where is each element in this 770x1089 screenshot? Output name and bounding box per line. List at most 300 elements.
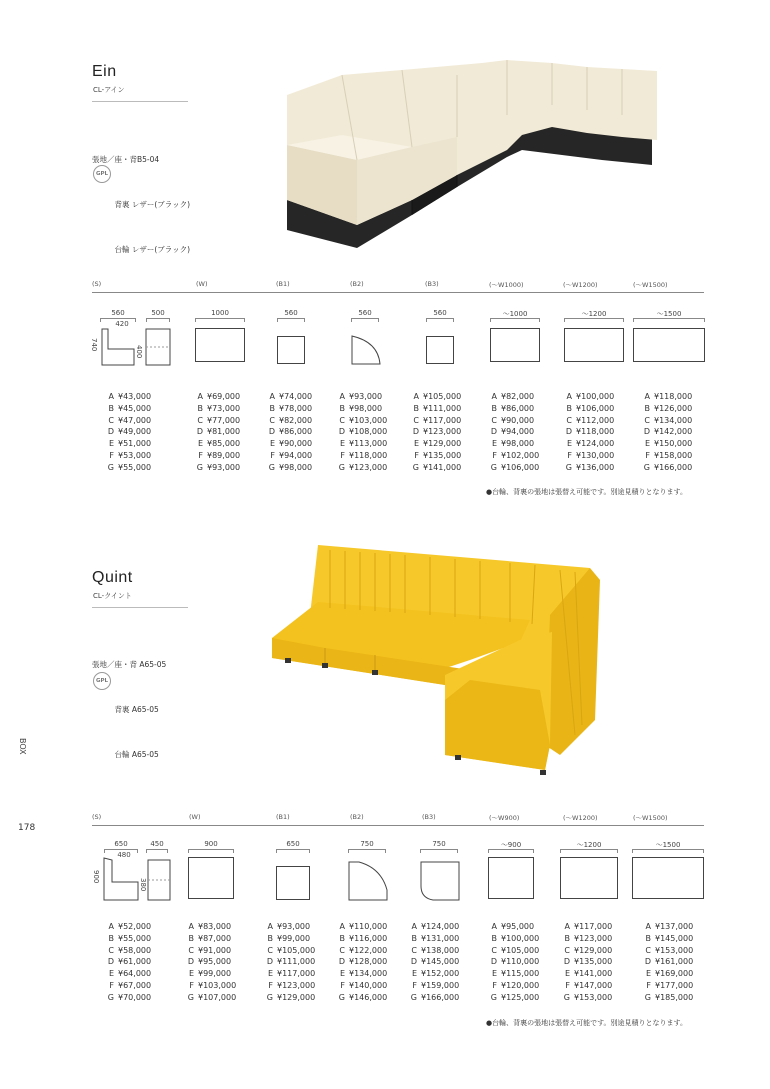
price-row xyxy=(406,956,459,968)
price-value: ¥161,000 xyxy=(655,957,694,967)
grade-label: E xyxy=(411,969,417,979)
price-list xyxy=(183,921,236,1004)
grade-label: E xyxy=(491,969,497,979)
grade-label: A xyxy=(411,922,417,931)
grade-label: F xyxy=(646,980,651,990)
grade-label: B xyxy=(564,933,570,943)
price-value: ¥86,000 xyxy=(279,427,313,437)
price-value: ¥55,000 xyxy=(118,462,152,472)
price-value: ¥107,000 xyxy=(198,992,237,1002)
price-row xyxy=(264,438,312,450)
grade-label: F xyxy=(492,450,497,460)
price-value: ¥166,000 xyxy=(654,462,693,472)
price-row xyxy=(408,391,461,403)
price-value: ¥146,000 xyxy=(349,992,388,1002)
price-row xyxy=(559,956,612,968)
price-row xyxy=(486,415,539,427)
column-header: (～W1500) xyxy=(633,814,668,822)
price-row xyxy=(183,980,236,992)
price-row xyxy=(334,415,387,427)
grade-label: F xyxy=(109,980,114,990)
dim-line xyxy=(488,849,534,853)
price-value: ¥111,000 xyxy=(423,403,462,413)
dim-line xyxy=(564,318,624,322)
price-row xyxy=(262,945,315,957)
b1-module-diagram xyxy=(276,866,310,900)
price-value: ¥103,000 xyxy=(198,980,237,990)
grade-label: D xyxy=(565,427,572,437)
price-value: ¥118,000 xyxy=(349,450,388,460)
price-list xyxy=(486,391,539,474)
price-row xyxy=(640,921,693,933)
table-rule xyxy=(92,825,704,826)
price-row xyxy=(103,980,151,992)
b1-module-diagram xyxy=(277,336,305,364)
dim-label: 750 xyxy=(432,840,446,848)
price-value: ¥99,000 xyxy=(198,969,232,979)
grade-label: G xyxy=(266,992,273,1002)
price-row xyxy=(486,403,539,415)
price-value: ¥110,000 xyxy=(501,957,540,967)
price-row xyxy=(192,426,240,438)
column-header: (W) xyxy=(196,280,208,288)
price-value: ¥112,000 xyxy=(576,415,615,425)
grade-label: A xyxy=(491,392,497,401)
dim-label: 450 xyxy=(150,840,164,848)
price-row xyxy=(264,450,312,462)
s-module-diagram xyxy=(100,327,172,367)
price-row xyxy=(103,450,151,462)
column-header: (B3) xyxy=(425,280,439,288)
price-row xyxy=(192,415,240,427)
price-value: ¥185,000 xyxy=(655,992,694,1002)
grade-label: A xyxy=(491,922,497,931)
price-row xyxy=(559,933,612,945)
price-value: ¥116,000 xyxy=(349,933,388,943)
price-value: ¥118,000 xyxy=(654,392,693,401)
price-row xyxy=(264,415,312,427)
price-row xyxy=(408,426,461,438)
price-value: ¥67,000 xyxy=(118,980,152,990)
grade-label: A xyxy=(564,922,570,931)
grade-label: B xyxy=(197,403,203,413)
grade-label: C xyxy=(108,415,114,425)
price-value: ¥58,000 xyxy=(118,945,152,955)
price-value: ¥126,000 xyxy=(654,403,693,413)
dim-line xyxy=(277,318,305,322)
price-row xyxy=(486,921,539,933)
price-row xyxy=(183,992,236,1004)
grade-label: F xyxy=(412,980,417,990)
price-value: ¥118,000 xyxy=(576,427,615,437)
grade-label: A xyxy=(108,392,114,401)
grade-label: E xyxy=(269,439,275,449)
grade-label: A xyxy=(644,392,650,401)
dim-label: ～1200 xyxy=(581,310,607,318)
grade-label: E xyxy=(267,969,273,979)
grade-label: A xyxy=(188,922,194,931)
price-row xyxy=(486,956,539,968)
price-row xyxy=(334,391,387,403)
price-row xyxy=(640,992,693,1004)
price-value: ¥77,000 xyxy=(207,415,241,425)
price-row xyxy=(103,426,151,438)
price-value: ¥70,000 xyxy=(118,992,152,1002)
grade-label: A xyxy=(269,392,275,401)
price-value: ¥86,000 xyxy=(501,403,535,413)
price-value: ¥74,000 xyxy=(279,392,313,401)
grade-label: A xyxy=(339,922,345,931)
grade-label: D xyxy=(644,957,651,967)
grade-label: G xyxy=(196,462,203,472)
price-value: ¥123,000 xyxy=(423,427,462,437)
side-label: BOX xyxy=(18,738,27,755)
w1200-module-diagram xyxy=(560,857,618,899)
s-module-diagram xyxy=(102,856,174,902)
price-list xyxy=(559,921,612,1004)
price-value: ¥134,000 xyxy=(654,415,693,425)
spec-line: 台輪 A65-05 xyxy=(92,750,159,759)
dim-line xyxy=(276,849,310,853)
price-value: ¥130,000 xyxy=(576,450,615,460)
price-row xyxy=(486,391,539,403)
grade-label: G xyxy=(490,992,497,1002)
price-value: ¥85,000 xyxy=(207,439,241,449)
grade-label: E xyxy=(413,439,419,449)
price-value: ¥135,000 xyxy=(574,957,613,967)
price-row xyxy=(406,968,459,980)
price-value: ¥90,000 xyxy=(279,439,313,449)
price-value: ¥87,000 xyxy=(198,933,232,943)
price-value: ¥82,000 xyxy=(279,415,313,425)
b2-module-diagram xyxy=(347,860,389,902)
price-value: ¥95,000 xyxy=(501,922,535,931)
price-row xyxy=(559,968,612,980)
price-row xyxy=(334,403,387,415)
grade-label: B xyxy=(269,403,275,413)
price-value: ¥105,000 xyxy=(277,945,316,955)
grade-label: C xyxy=(188,945,194,955)
price-row xyxy=(183,933,236,945)
dim-label: ～1500 xyxy=(656,310,682,318)
price-row xyxy=(406,945,459,957)
price-value: ¥136,000 xyxy=(576,462,615,472)
product-kana: CL-クイント xyxy=(93,592,132,600)
price-value: ¥89,000 xyxy=(207,450,241,460)
grade-label: E xyxy=(645,969,651,979)
price-value: ¥100,000 xyxy=(501,933,540,943)
grade-label: E xyxy=(644,439,650,449)
grade-label: D xyxy=(196,427,203,437)
price-value: ¥128,000 xyxy=(349,957,388,967)
price-row xyxy=(561,391,614,403)
grade-label: F xyxy=(270,450,275,460)
price-value: ¥53,000 xyxy=(118,450,152,460)
spec-line: 背裏 A65-05 xyxy=(92,705,159,714)
footnote: ●台輪、背裏の張地は張替え可能です。別途見積りとなります。 xyxy=(486,1019,687,1027)
grade-label: D xyxy=(268,427,275,437)
grade-label: E xyxy=(491,439,497,449)
price-value: ¥113,000 xyxy=(349,439,388,449)
price-value: ¥117,000 xyxy=(277,969,316,979)
dim-label: 650 xyxy=(286,840,300,848)
grade-label: E xyxy=(339,439,345,449)
price-row xyxy=(192,391,240,403)
product-kana: CL-アイン xyxy=(93,86,125,94)
price-value: ¥115,000 xyxy=(501,969,540,979)
price-value: ¥140,000 xyxy=(349,980,388,990)
price-value: ¥47,000 xyxy=(118,415,152,425)
price-value: ¥125,000 xyxy=(501,992,540,1002)
dim-label: 420 xyxy=(115,320,129,328)
price-row xyxy=(486,945,539,957)
price-row xyxy=(640,933,693,945)
price-row xyxy=(640,980,693,992)
price-value: ¥83,000 xyxy=(198,922,232,931)
price-list xyxy=(406,921,459,1004)
grade-label: B xyxy=(645,933,651,943)
w1200-module-diagram xyxy=(564,328,624,362)
column-header: (～W1200) xyxy=(563,281,598,289)
grade-label: A xyxy=(566,392,572,401)
dim-label: 560 xyxy=(111,309,125,317)
w900-module-diagram xyxy=(488,857,534,899)
price-row xyxy=(183,956,236,968)
price-row xyxy=(103,945,151,957)
grade-label: G xyxy=(412,462,419,472)
grade-label: G xyxy=(410,992,417,1002)
price-row xyxy=(183,968,236,980)
spec-block xyxy=(92,122,190,272)
price-list xyxy=(408,391,461,474)
price-row xyxy=(334,956,387,968)
price-value: ¥55,000 xyxy=(118,933,152,943)
w1000-module-diagram xyxy=(490,328,540,362)
price-value: ¥117,000 xyxy=(574,922,613,931)
grade-label: C xyxy=(491,945,497,955)
grade-label: E xyxy=(197,439,203,449)
price-row xyxy=(406,921,459,933)
price-value: ¥169,000 xyxy=(655,969,694,979)
grade-label: G xyxy=(490,462,497,472)
price-row xyxy=(103,415,151,427)
page-number: 178 xyxy=(18,823,36,833)
grade-label: C xyxy=(108,945,114,955)
price-list xyxy=(192,391,240,474)
grade-label: D xyxy=(338,427,345,437)
price-value: ¥142,000 xyxy=(654,427,693,437)
spec-line: 張地／座・背B5-04 xyxy=(92,155,160,164)
grade-label: E xyxy=(564,969,570,979)
price-list xyxy=(639,391,692,474)
price-value: ¥134,000 xyxy=(349,969,388,979)
price-row xyxy=(486,450,539,462)
price-value: ¥98,000 xyxy=(349,403,383,413)
price-value: ¥177,000 xyxy=(655,980,694,990)
column-header: (～W900) xyxy=(489,814,520,822)
grade-label: G xyxy=(187,992,194,1002)
column-header: (B2) xyxy=(350,280,364,288)
price-value: ¥117,000 xyxy=(423,415,462,425)
price-list xyxy=(561,391,614,474)
grade-label: C xyxy=(413,415,419,425)
price-row xyxy=(103,992,151,1004)
grade-label: E xyxy=(108,969,114,979)
grade-label: B xyxy=(644,403,650,413)
grade-label: B xyxy=(566,403,572,413)
grade-label: G xyxy=(268,462,275,472)
price-value: ¥159,000 xyxy=(421,980,460,990)
price-row xyxy=(334,462,387,474)
grade-label: F xyxy=(645,450,650,460)
price-row xyxy=(262,980,315,992)
price-row xyxy=(640,956,693,968)
price-row xyxy=(406,933,459,945)
price-value: ¥123,000 xyxy=(574,933,613,943)
price-row xyxy=(334,992,387,1004)
price-value: ¥93,000 xyxy=(207,462,241,472)
column-header: (B1) xyxy=(276,813,290,821)
grade-label: D xyxy=(643,427,650,437)
spec-line: 背裏 レザー(ブラック) xyxy=(92,200,191,209)
product-title: Ein xyxy=(92,63,117,80)
grade-label: F xyxy=(198,450,203,460)
price-row xyxy=(103,462,151,474)
quint-sofa-photo xyxy=(270,540,605,780)
price-value: ¥105,000 xyxy=(423,392,462,401)
dim-label: ～1000 xyxy=(502,310,528,318)
price-value: ¥69,000 xyxy=(207,392,241,401)
grade-label: D xyxy=(338,957,345,967)
dim-label: 560 xyxy=(284,309,298,317)
dim-label: 500 xyxy=(151,309,165,317)
price-value: ¥152,000 xyxy=(421,969,460,979)
grade-label: D xyxy=(563,957,570,967)
price-row xyxy=(559,921,612,933)
price-row xyxy=(640,968,693,980)
price-row xyxy=(262,968,315,980)
ein-sofa-photo xyxy=(282,55,662,250)
price-row xyxy=(486,980,539,992)
price-row xyxy=(192,450,240,462)
price-value: ¥150,000 xyxy=(654,439,693,449)
price-value: ¥94,000 xyxy=(501,427,535,437)
price-value: ¥120,000 xyxy=(501,980,540,990)
price-value: ¥153,000 xyxy=(655,945,694,955)
dim-label: 750 xyxy=(360,840,374,848)
price-value: ¥81,000 xyxy=(207,427,241,437)
price-value: ¥124,000 xyxy=(421,922,460,931)
b2-module-diagram xyxy=(350,334,382,366)
price-value: ¥45,000 xyxy=(118,403,152,413)
price-list xyxy=(103,921,151,1004)
price-row xyxy=(486,462,539,474)
grade-label: C xyxy=(339,415,345,425)
price-value: ¥78,000 xyxy=(279,403,313,413)
price-row xyxy=(639,462,692,474)
price-row xyxy=(183,921,236,933)
price-value: ¥49,000 xyxy=(118,427,152,437)
price-value: ¥93,000 xyxy=(277,922,311,931)
price-row xyxy=(639,415,692,427)
price-value: ¥73,000 xyxy=(207,403,241,413)
price-row xyxy=(486,968,539,980)
grade-label: C xyxy=(267,945,273,955)
dim-line xyxy=(146,849,168,853)
dim-label: 900 xyxy=(92,870,100,884)
price-value: ¥145,000 xyxy=(421,957,460,967)
grade-label: C xyxy=(491,415,497,425)
dim-line xyxy=(632,849,704,853)
dim-line xyxy=(560,849,618,853)
price-row xyxy=(334,921,387,933)
grade-label: G xyxy=(338,992,345,1002)
column-header: (～W1000) xyxy=(489,281,524,289)
grade-label: G xyxy=(643,462,650,472)
price-value: ¥141,000 xyxy=(423,462,462,472)
dim-label: 380 xyxy=(139,878,147,892)
price-row xyxy=(406,992,459,1004)
w1500-module-diagram xyxy=(632,857,704,899)
price-row xyxy=(334,438,387,450)
price-value: ¥98,000 xyxy=(501,439,535,449)
price-value: ¥103,000 xyxy=(349,415,388,425)
grade-label: D xyxy=(107,957,114,967)
price-row xyxy=(561,415,614,427)
price-value: ¥52,000 xyxy=(118,922,152,931)
grade-label: B xyxy=(108,933,114,943)
dim-line xyxy=(195,318,245,322)
price-value: ¥108,000 xyxy=(349,427,388,437)
price-row xyxy=(486,992,539,1004)
price-row xyxy=(262,992,315,1004)
dim-label: 1000 xyxy=(211,309,229,317)
price-value: ¥158,000 xyxy=(654,450,693,460)
dim-line xyxy=(351,318,379,322)
grade-label: G xyxy=(563,992,570,1002)
dim-line xyxy=(348,849,386,853)
grade-label: C xyxy=(197,415,203,425)
price-row xyxy=(262,921,315,933)
dim-line xyxy=(188,849,234,853)
price-list xyxy=(103,391,151,474)
grade-label: B xyxy=(413,403,419,413)
price-row xyxy=(408,438,461,450)
grade-label: A xyxy=(197,392,203,401)
column-header: (B3) xyxy=(422,813,436,821)
grade-label: D xyxy=(107,427,114,437)
grade-label: F xyxy=(492,980,497,990)
dim-label: ～1500 xyxy=(655,841,681,849)
grade-label: G xyxy=(565,462,572,472)
price-row xyxy=(103,921,151,933)
grade-label: B xyxy=(108,403,114,413)
price-row xyxy=(486,933,539,945)
price-row xyxy=(103,968,151,980)
price-row xyxy=(639,403,692,415)
price-value: ¥123,000 xyxy=(349,462,388,472)
price-value: ¥102,000 xyxy=(501,450,540,460)
price-row xyxy=(408,462,461,474)
price-row xyxy=(334,933,387,945)
table-rule xyxy=(92,292,704,293)
price-row xyxy=(103,438,151,450)
price-value: ¥122,000 xyxy=(349,945,388,955)
grade-label: G xyxy=(107,992,114,1002)
price-row xyxy=(639,438,692,450)
price-row xyxy=(561,403,614,415)
product-title: Quint xyxy=(92,569,133,586)
